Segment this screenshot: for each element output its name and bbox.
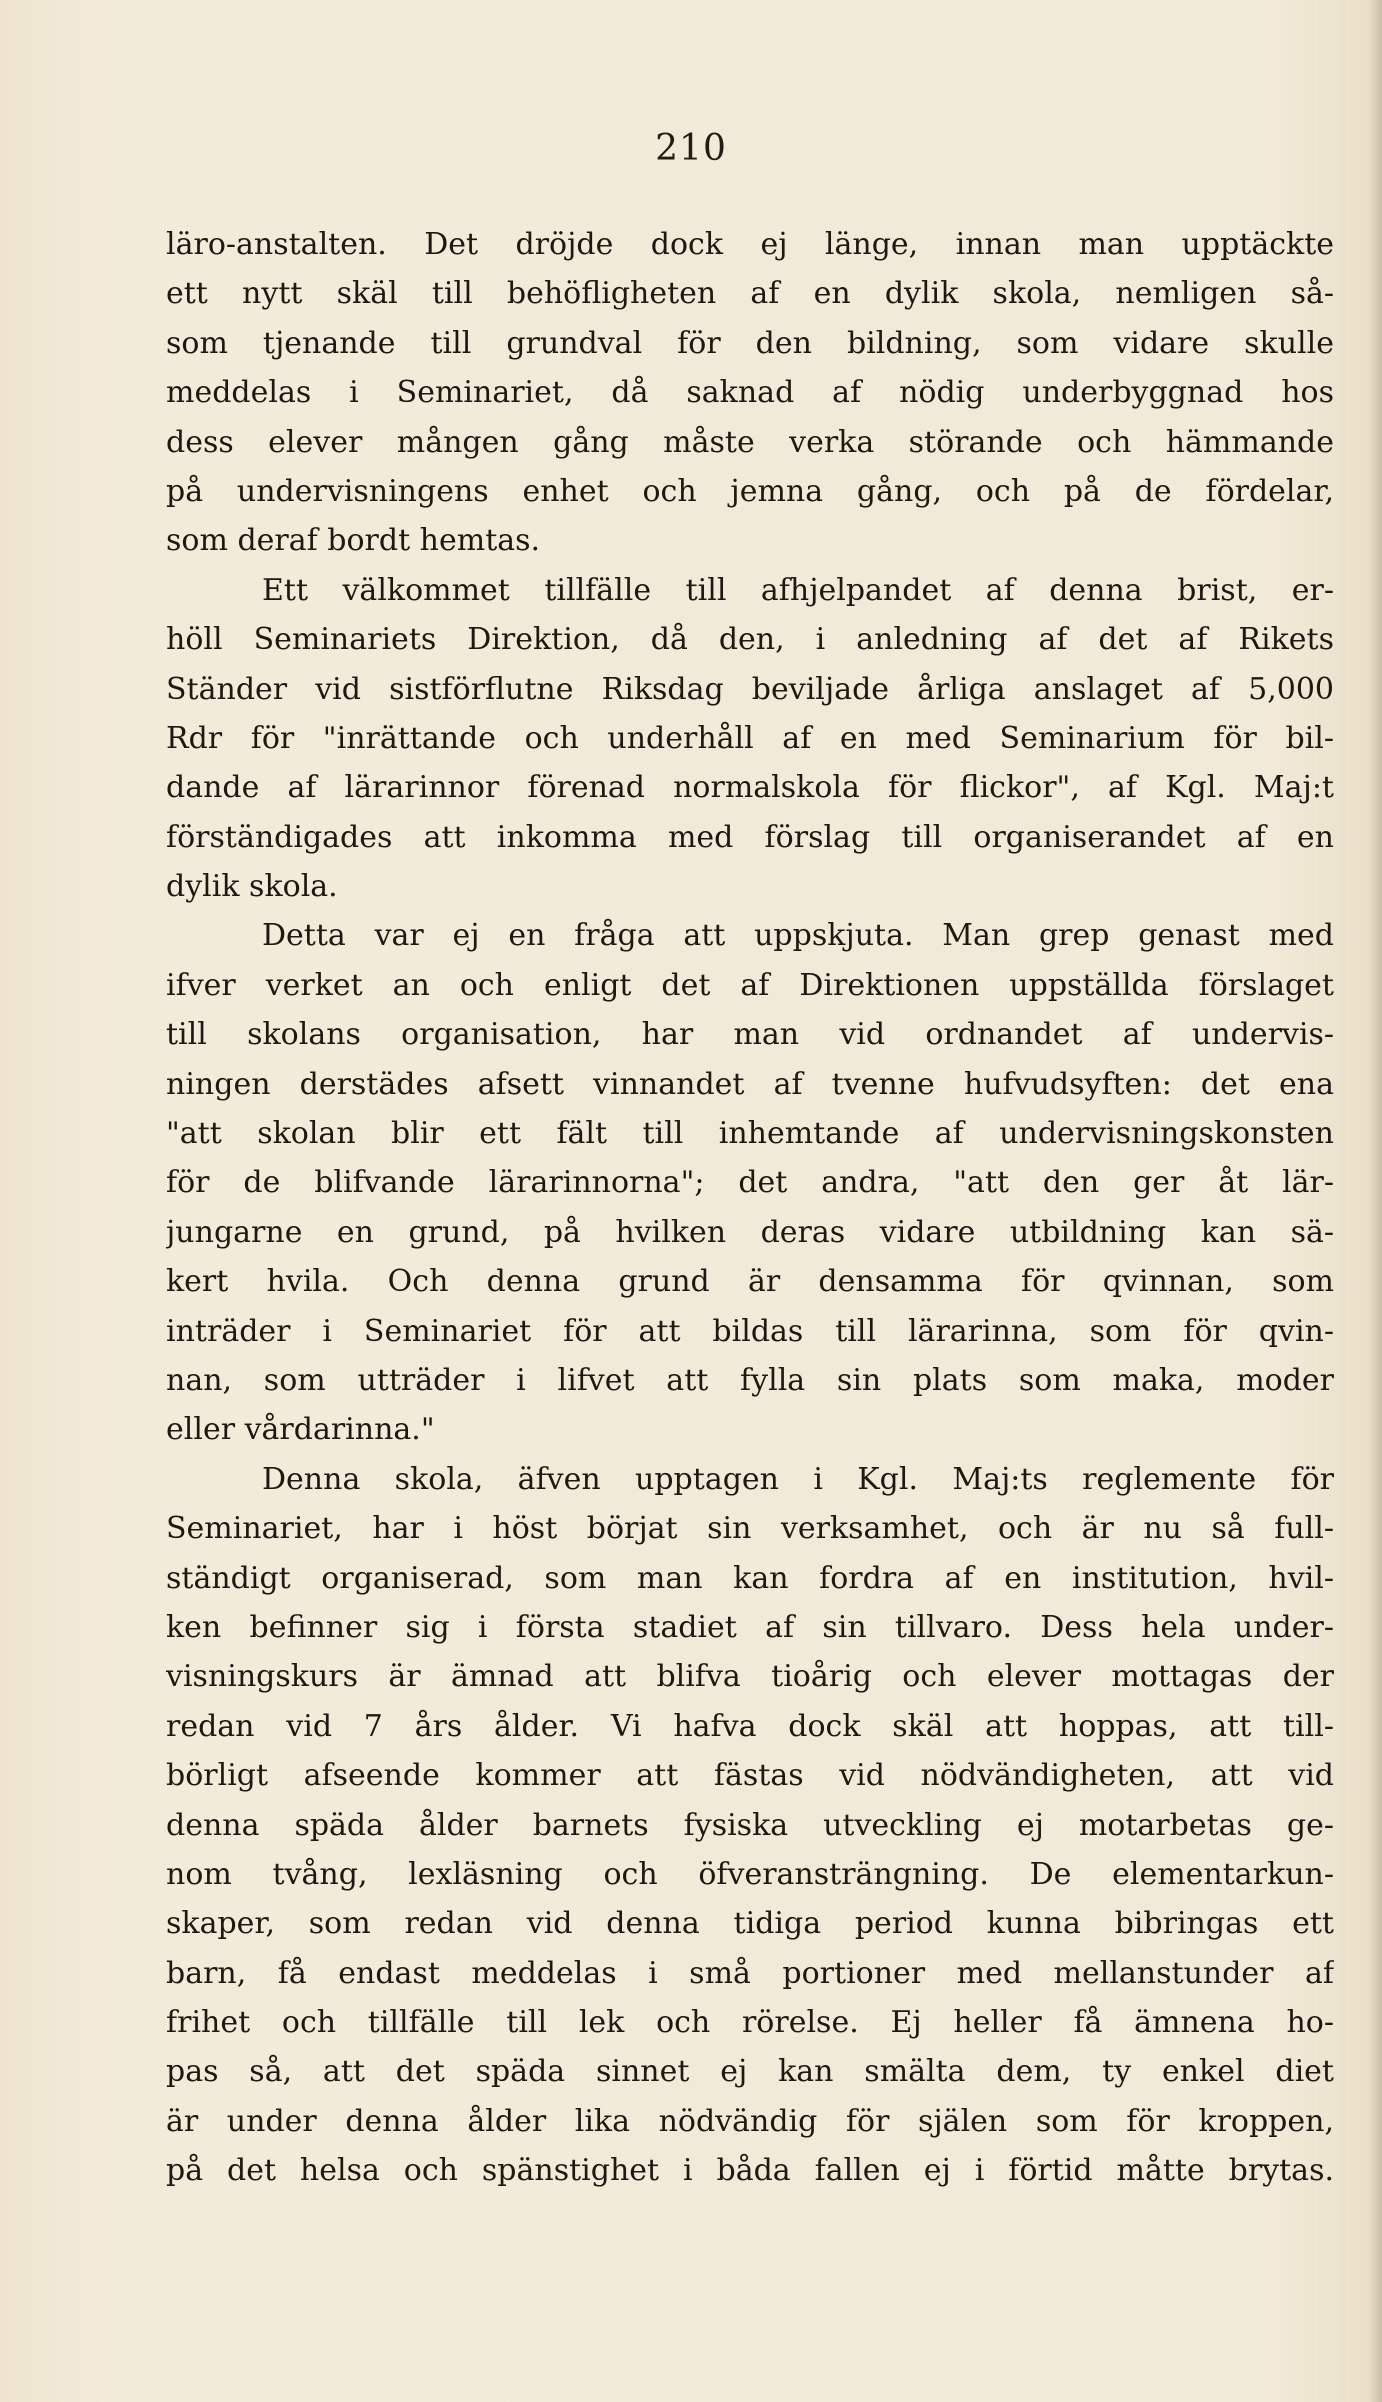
text-line: eller vårdarinna." xyxy=(166,1412,435,1448)
text-line: på det helsa och spänstighet i båda fallen ej i förtid måtte brytas. xyxy=(166,2153,1334,2189)
text-line: börligt afseende kommer att fästas vid nödvändigheten, att vid xyxy=(166,1758,1334,1794)
text-line: som tjenande till grundval för den bildning, som vidare skulle xyxy=(166,325,1334,361)
page-number: 210 xyxy=(655,128,727,169)
text-line: ständigt organiserad, som man kan fordra af en institution, hvil- xyxy=(166,1560,1334,1596)
text-line: Denna skola, äfven upptagen i Kgl. Maj:ts reglemente för xyxy=(262,1461,1334,1497)
text-line: skaper, som redan vid denna tidiga period kunna bibringas ett xyxy=(166,1906,1334,1942)
text-line: är under denna ålder lika nödvändig för själen som för kroppen, xyxy=(166,2103,1334,2139)
text-line: kert hvila. Och denna grund är densamma för qvinnan, som xyxy=(166,1264,1334,1300)
text-line: ningen derstädes afsett vinnandet af tvenne hufvudsyften: det ena xyxy=(166,1066,1334,1102)
text-line: Seminariet, har i höst börjat sin verksamhet, och är nu så full- xyxy=(166,1511,1334,1547)
text-line: dande af lärarinnor förenad normalskola för flickor", af Kgl. Maj:t xyxy=(166,770,1334,806)
text-line: Rdr för "inrättande och underhåll af en med Seminarium för bil- xyxy=(166,720,1334,756)
text-line: nom tvång, lexläsning och öfveransträngning. De elementarkun- xyxy=(166,1856,1334,1892)
text-line: redan vid 7 års ålder. Vi hafva dock skäl att hoppas, att till- xyxy=(166,1708,1334,1744)
text-line: på undervisningens enhet och jemna gång, och på de fördelar, xyxy=(166,473,1334,509)
text-line: för de blifvande lärarinnorna"; det andra, "att den ger åt lär- xyxy=(166,1165,1334,1201)
text-line: "att skolan blir ett fält till inhemtande af undervisningskonsten xyxy=(166,1116,1334,1152)
text-line: som deraf bordt hemtas. xyxy=(166,523,541,559)
body-text xyxy=(166,220,1334,2196)
text-line: denna späda ålder barnets fysiska utveckling ej motarbetas ge- xyxy=(166,1807,1334,1843)
text-line: inträder i Seminariet för att bildas till lärarinna, som för qvin- xyxy=(166,1313,1334,1349)
text-line: läro-anstalten. Det dröjde dock ej länge, innan man upptäckte xyxy=(166,227,1334,262)
text-line: pas så, att det späda sinnet ej kan smälta dem, ty enkel diet xyxy=(166,2054,1334,2090)
text-line: ifver verket an och enligt det af Direktionen uppställda förslaget xyxy=(166,967,1334,1003)
text-line: jungarne en grund, på hvilken deras vidare utbildning kan sä- xyxy=(166,1214,1334,1250)
text-line: ett nytt skäl till behöfligheten af en dylik skola, nemligen så- xyxy=(166,276,1334,312)
text-line: dylik skola. xyxy=(166,869,338,905)
text-line: Ständer vid sistförflutne Riksdag beviljade årliga anslaget af 5,000 xyxy=(166,671,1334,707)
text-line: visningskurs är ämnad att blifva tioårig och elever mottagas der xyxy=(166,1659,1334,1695)
text-line: nan, som utträder i lifvet att fylla sin plats som maka, moder xyxy=(166,1362,1334,1398)
text-line: Detta var ej en fråga att uppskjuta. Man grep genast med xyxy=(262,918,1334,954)
page-edge-shadow xyxy=(1368,0,1382,2402)
text-line: till skolans organisation, har man vid ordnandet af undervis- xyxy=(166,1017,1334,1053)
text-line: dess elever mången gång måste verka störande och hämmande xyxy=(166,424,1334,460)
text-line: höll Seminariets Direktion, då den, i anledning af det af Rikets xyxy=(166,622,1334,658)
text-line: frihet och tillfälle till lek och rörelse. Ej heller få ämnena ho- xyxy=(166,2005,1334,2041)
text-line: Ett välkommet tillfälle till afhjelpandet af denna brist, er- xyxy=(262,572,1334,608)
text-line: förständigades att inkomma med förslag till organiserandet af en xyxy=(166,819,1334,855)
text-line: barn, få endast meddelas i små portioner med mellanstunder af xyxy=(166,1955,1334,1991)
text-line: meddelas i Seminariet, då saknad af nödig underbyggnad hos xyxy=(166,375,1334,411)
text-line: ken befinner sig i första stadiet af sin tillvaro. Dess hela under- xyxy=(166,1609,1334,1645)
